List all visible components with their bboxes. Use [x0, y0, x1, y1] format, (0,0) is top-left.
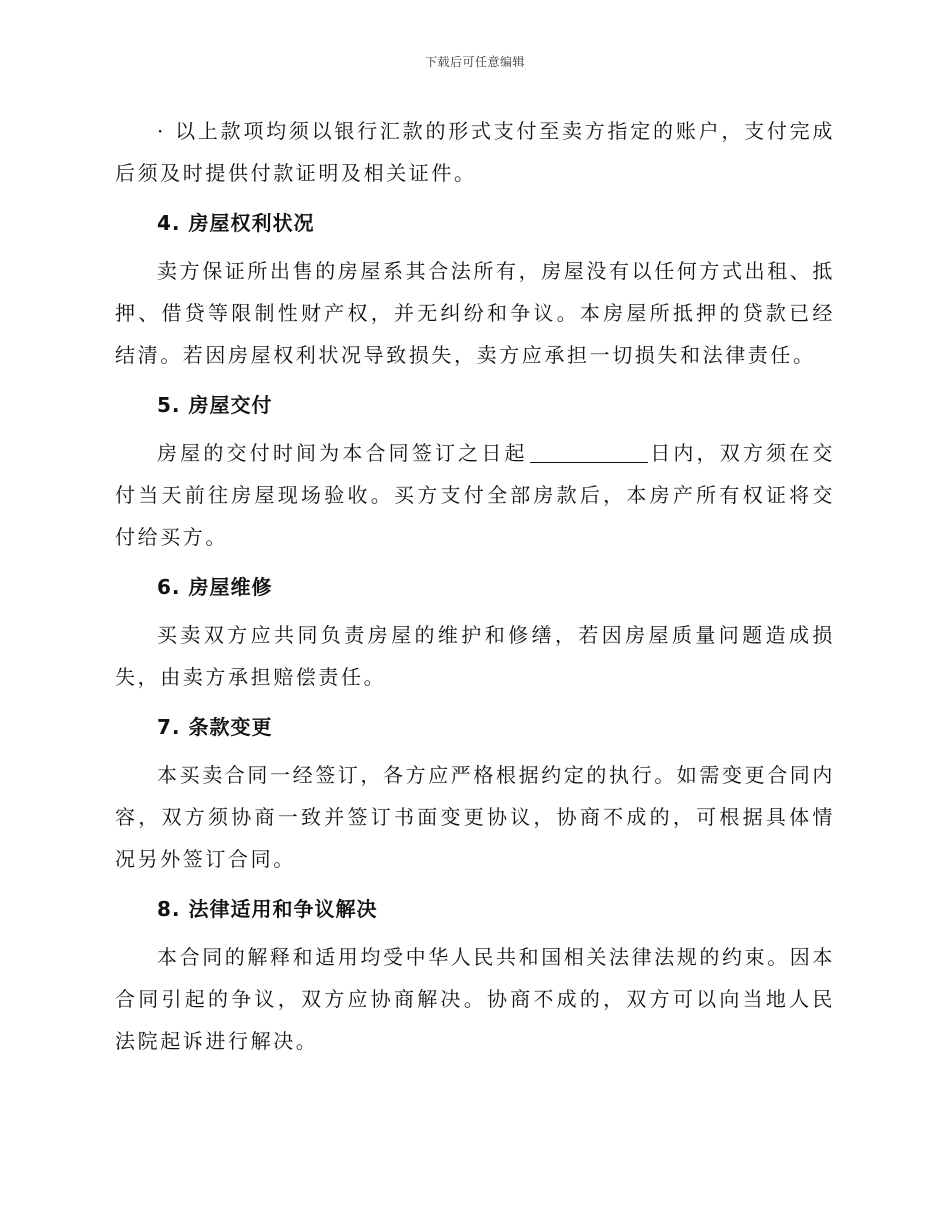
delivery-text-after-blank: 日内，双方须在交付当天前往房屋现场验收。买方支付全部房款后，本房产所有权证将交付给买方。: [115, 441, 835, 549]
payment-note-paragraph: · 以上款项均须以银行汇款的形式支付至卖方指定的账户，支付完成后须及时提供付款证明及相关证件。: [115, 119, 835, 185]
section-text-delivery: [115, 432, 835, 558]
page-header-note: 下载后可任意编辑: [424, 55, 525, 69]
delivery-text-before-blank: 房屋的交付时间为本合同签订之日起: [157, 441, 528, 465]
document-body: [115, 110, 835, 1070]
section-title-property-rights: 4. 房屋权利状况: [157, 211, 315, 235]
section-text-property-rights: 卖方保证所出售的房屋系其合法所有，房屋没有以任何方式出租、抵押、借贷等限制性财产权，并无纠纷和争议。本房屋所抵押的贷款已经结清。若因房屋权利状况导致损失，卖方应承担一切损失和法律责任。: [115, 259, 835, 367]
section-title-law-disputes: 8. 法律适用和争议解决: [157, 897, 378, 921]
section-title-delivery: 5. 房屋交付: [157, 393, 273, 417]
section-text-law-disputes: 本合同的解释和适用均受中华人民共和国相关法律法规的约束。因本合同引起的争议，双方应协商解决。协商不成的，双方可以向当地人民法院起诉进行解决。: [115, 945, 835, 1053]
section-text-clause-changes: 本买卖合同一经签订，各方应严格根据约定的执行。如需变更合同内容，双方须协商一致并签订书面变更协议，协商不成的，可根据具体情况另外签订合同。: [115, 763, 835, 871]
section-title-clause-changes: 7. 条款变更: [157, 715, 273, 739]
section-title-maintenance: 6. 房屋维修: [157, 575, 273, 599]
section-text-maintenance: 买卖双方应共同负责房屋的维护和修缮，若因房屋质量问题造成损失，由卖方承担赔偿责任。: [115, 623, 835, 689]
delivery-days-blank-field[interactable]: [530, 442, 648, 463]
